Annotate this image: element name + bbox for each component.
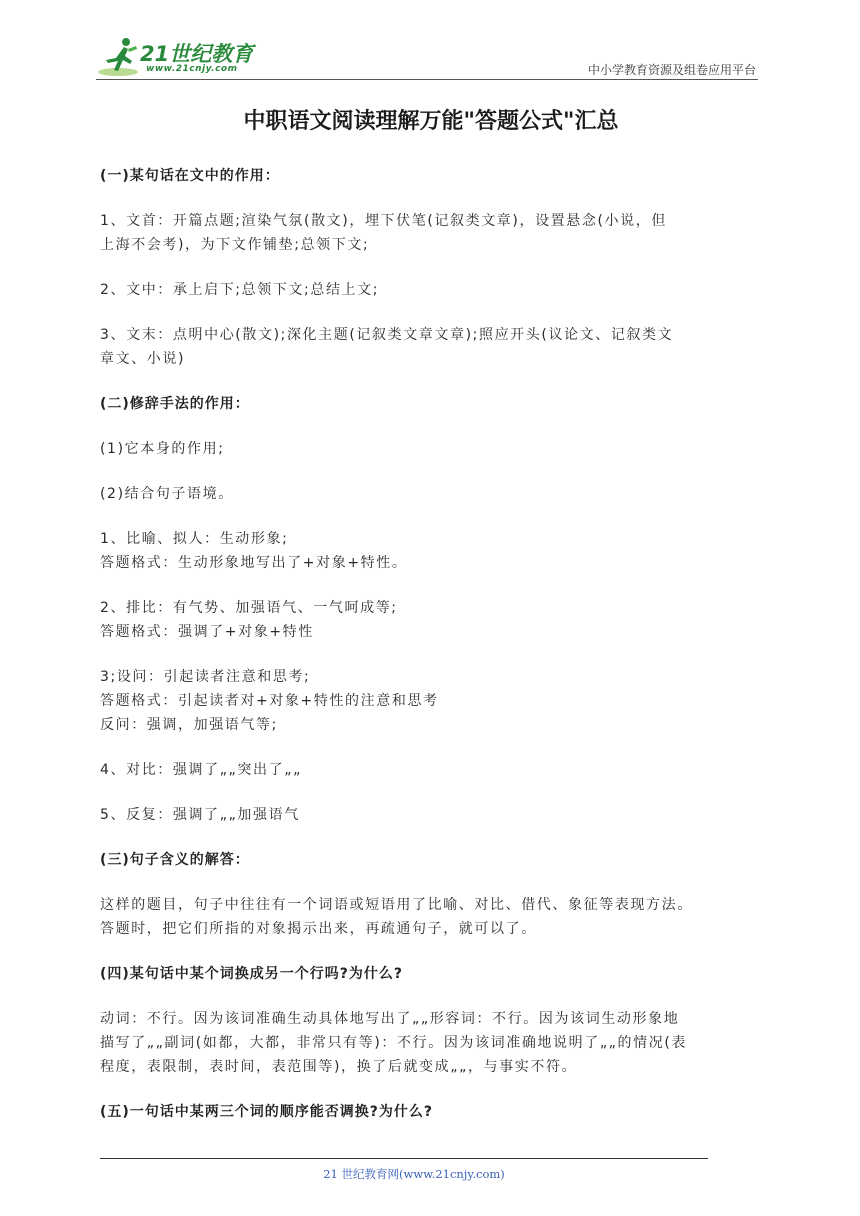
text-line: 1、比喻、拟人：生动形象; bbox=[100, 531, 289, 547]
paragraph bbox=[100, 437, 762, 461]
runner-logo-icon bbox=[96, 36, 144, 78]
text-line: 上海不会考)，为下文作铺垫;总领下文; bbox=[100, 237, 370, 253]
text-line: (2)结合句子语境。 bbox=[100, 486, 234, 502]
paragraph bbox=[100, 893, 762, 941]
site-logo[interactable] bbox=[96, 36, 266, 78]
logo-url: www.21cnjy.com bbox=[146, 64, 238, 74]
text-line: 反问：强调，加强语气等; bbox=[100, 717, 278, 733]
text-line: 答题格式：引起读者对+对象+特性的注意和思考 bbox=[100, 693, 439, 709]
paragraph bbox=[100, 665, 762, 737]
text-line: 4、对比：强调了„„突出了„„ bbox=[100, 762, 302, 778]
header-divider bbox=[96, 79, 758, 80]
paragraph bbox=[100, 323, 762, 371]
footer-link[interactable]: 21 世纪教育网(www.21cnjy.com) bbox=[323, 1167, 505, 1181]
logo-text: 21世纪教育 bbox=[140, 42, 254, 66]
paragraph bbox=[100, 482, 762, 506]
text-line: 程度，表限制，表时间，表范围等)，换了后就变成„„，与事实不符。 bbox=[100, 1059, 578, 1075]
text-line: 章文、小说) bbox=[100, 351, 186, 367]
text-line: 2、排比：有气势、加强语气、一气呵成等; bbox=[100, 600, 398, 616]
section-heading-2: (二)修辞手法的作用： bbox=[100, 396, 250, 412]
text-line: 2、文中：承上启下;总领下文;总结上文; bbox=[100, 282, 380, 298]
text-line: 答题格式：生动形象地写出了+对象+特性。 bbox=[100, 555, 408, 571]
text-line: 1、文首：开篇点题;渲染气氛(散文)，埋下伏笔(记叙类文章)，设置悬念(小说，但 bbox=[100, 213, 667, 229]
text-line: (1)它本身的作用; bbox=[100, 441, 225, 457]
paragraph bbox=[100, 527, 762, 575]
paragraph bbox=[100, 596, 762, 644]
section-heading-3: (三)句子含义的解答： bbox=[100, 852, 250, 868]
footer-divider bbox=[100, 1158, 708, 1159]
text-line: 答题时，把它们所指的对象揭示出来，再疏通句子，就可以了。 bbox=[100, 921, 537, 937]
paragraph bbox=[100, 278, 762, 302]
document-title: 中职语文阅读理解万能"答题公式"汇总 bbox=[243, 108, 619, 134]
document-body bbox=[100, 104, 762, 1145]
paragraph bbox=[100, 758, 762, 782]
section-heading-5: (五)一句话中某两三个词的顺序能否调换?为什么? bbox=[100, 1104, 434, 1120]
text-line: 5、反复：强调了„„加强语气 bbox=[100, 807, 300, 823]
section-heading-4: (四)某句话中某个词换成另一个行吗?为什么? bbox=[100, 966, 404, 982]
text-line: 这样的题目，句子中往往有一个词语或短语用了比喻、对比、借代、象征等表现方法。 bbox=[100, 897, 693, 913]
paragraph bbox=[100, 803, 762, 827]
text-line: 3;设问：引起读者注意和思考; bbox=[100, 669, 311, 685]
text-line: 答题格式：强调了+对象+特性 bbox=[100, 624, 314, 640]
paragraph bbox=[100, 209, 762, 257]
platform-label: 中小学教育资源及组卷应用平台 bbox=[587, 63, 756, 77]
paragraph bbox=[100, 1007, 762, 1079]
text-line: 动词：不行。因为该词准确生动具体地写出了„„形容词：不行。因为该词生动形象地 bbox=[100, 1011, 680, 1027]
section-heading-1: (一)某句话在文中的作用： bbox=[100, 168, 280, 184]
page-footer bbox=[0, 1166, 860, 1182]
text-line: 3、文末：点明中心(散文);深化主题(记叙类文章文章);照应开头(议论文、记叙类文 bbox=[100, 327, 674, 343]
text-line: 描写了„„副词(如都，大都，非常只有等)：不行。因为该词准确地说明了„„的情况(表 bbox=[100, 1035, 687, 1051]
page-header bbox=[0, 0, 860, 90]
